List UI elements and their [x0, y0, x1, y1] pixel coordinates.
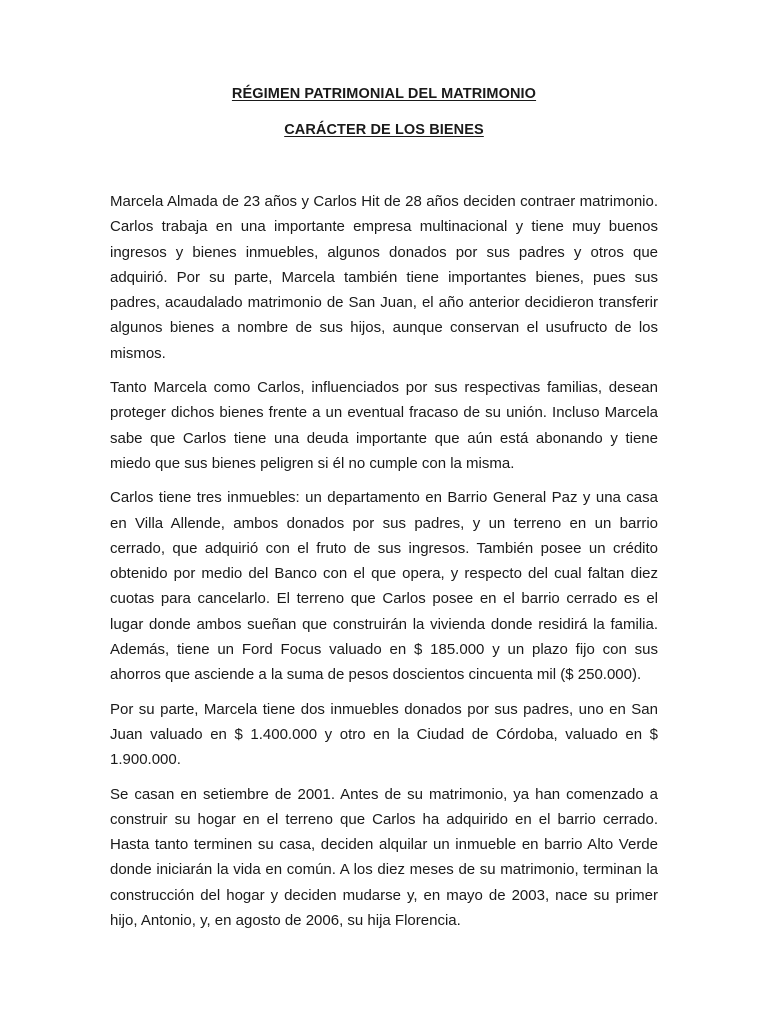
document-body — [110, 189, 658, 942]
paragraph-2: Tanto Marcela como Carlos, influenciados por sus respectivas familias, desean proteger dichos bienes frente a un eventual fracaso de su unión. Incluso Marcela sabe que Carlos tiene una deuda importante que aún está abonando y tiene miedo que sus bienes peligren si él no cumple con la misma. — [110, 379, 658, 472]
document-title: RÉGIMEN PATRIMONIAL DEL MATRIMONIO — [231, 86, 537, 102]
paragraph-5: Se casan en setiembre de 2001. Antes de su matrimonio, ya han comenzado a construir su hogar en el terreno que Carlos ha adquirido en el barrio cerrado. Hasta tanto terminen su casa, deciden alquilar un inmueble en barrio Alto Verde donde iniciarán la vida en común. A los diez meses de su matrimonio, terminan la construcción del hogar y deciden mudarse y, en mayo de 2003, nace su primer hijo, Antonio, y, en agosto de 2006, su hija Florencia. — [110, 785, 658, 930]
paragraph-1: Marcela Almada de 23 años y Carlos Hit de 28 años deciden contraer matrimonio. Carlos trabaja en una importante empresa multinacional y tiene muy buenos ingresos y bienes inmuebles, algunos donados por sus padres y otros que adquirió. Por su parte, Marcela también tiene importantes bienes, pues sus padres, acaudalado matrimonio de San Juan, el año anterior decidieron transferir algunos bienes a nombre de sus hijos, aunque conservan el usufructo de los mismos. — [110, 193, 658, 362]
document-subtitle: CARÁCTER DE LOS BIENES — [284, 122, 484, 138]
paragraph-4: Por su parte, Marcela tiene dos inmuebles donados por sus padres, uno en San Juan valuado en $ 1.400.000 y otro en la Ciudad de Córdoba, valuado en $ 1.900.000. — [110, 700, 658, 769]
paragraph-3: Carlos tiene tres inmuebles: un departamento en Barrio General Paz y una casa en Villa Allende, ambos donados por sus padres, y un terreno en un barrio cerrado, que adquirió con el fruto de sus ingresos. También posee un crédito obtenido por medio del Banco con el que opera, y respecto del cual faltan diez cuotas para cancelarlo. El terreno que Carlos posee en el barrio cerrado es el lugar donde ambos sueñan que construirán la vivienda donde residirá la familia. Además, tiene un Ford Focus valuado en $ 185.000 y un plazo fijo con sus ahorros que asciende a la suma de pesos doscientos cincuenta mil ($ 250.000). — [110, 489, 658, 684]
